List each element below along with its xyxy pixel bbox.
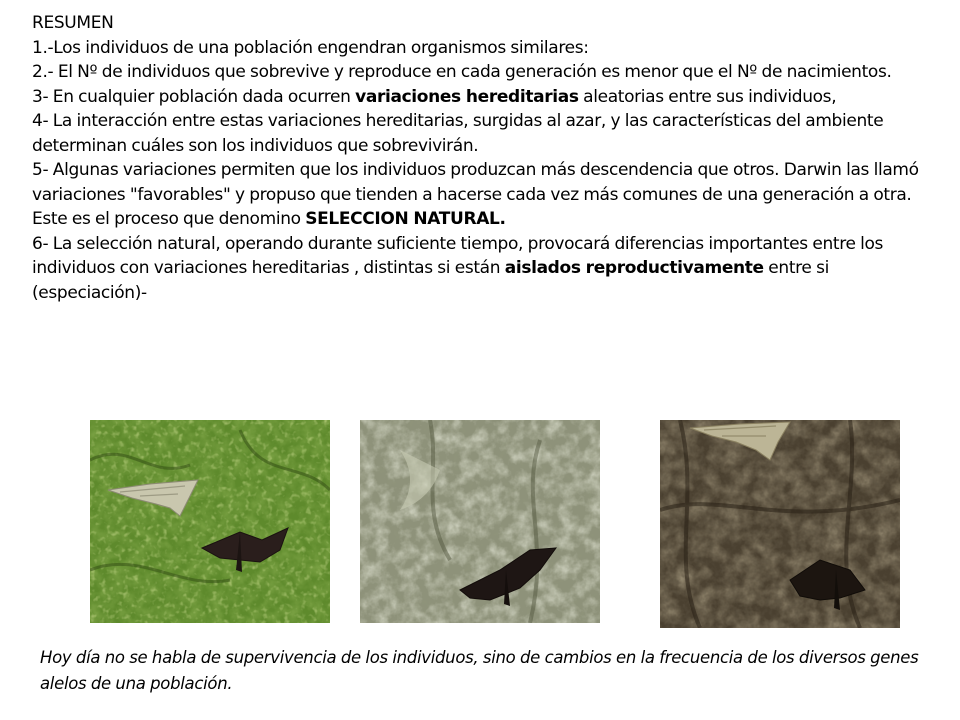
summary-heading: RESUMEN <box>32 13 114 33</box>
photo-moths-on-mossy-bark <box>90 420 330 623</box>
summary-point-1: 1.-Los individuos de una población engendran organismos similares: <box>32 37 589 58</box>
summary-point-3: 3- En cualquier población dada ocurren variaciones hereditarias aleatorias entre sus individuos, <box>32 86 837 107</box>
summary-point-4: 4- La interacción entre estas variaciones hereditarias, surgidas al azar, y las características del ambiente determinan cuáles son los individuos que sobrevivirán. <box>32 111 884 156</box>
emphasis-variaciones: variaciones hereditarias <box>355 86 579 107</box>
footer-note: Hoy día no se habla de supervivencia de los individuos, sino de cambios en la frecuencia de los diversos genes alelos de una población. <box>40 648 919 693</box>
summary-text <box>32 11 942 305</box>
photo-moths-on-lichen-bark <box>360 420 600 623</box>
summary-point-6: 6- La selección natural, operando durante suficiente tiempo, provocará diferencias importantes entre los individuos con variaciones hereditarias , distintas si están aislados reproductivamente entre si (especiación)- <box>32 233 884 303</box>
summary-point-2: 2.- El Nº de individuos que sobrevive y reproduce en cada generación es menor que el Nº de nacimientos. <box>32 62 892 82</box>
emphasis-seleccion-natural: SELECCION NATURAL. <box>305 209 506 229</box>
photo-moths-on-dark-bark <box>660 420 900 628</box>
summary-point-5: 5- Algunas variaciones permiten que los individuos produzcan más descendencia que otros. Darwin las llamó variaciones "favorables" y propuso que tienden a hacerse cada vez más comunes de una generación a otra. Este es el proceso que denomino SELECCION NATURAL. <box>32 160 919 229</box>
emphasis-aislados: aislados reproductivamente <box>504 258 764 278</box>
